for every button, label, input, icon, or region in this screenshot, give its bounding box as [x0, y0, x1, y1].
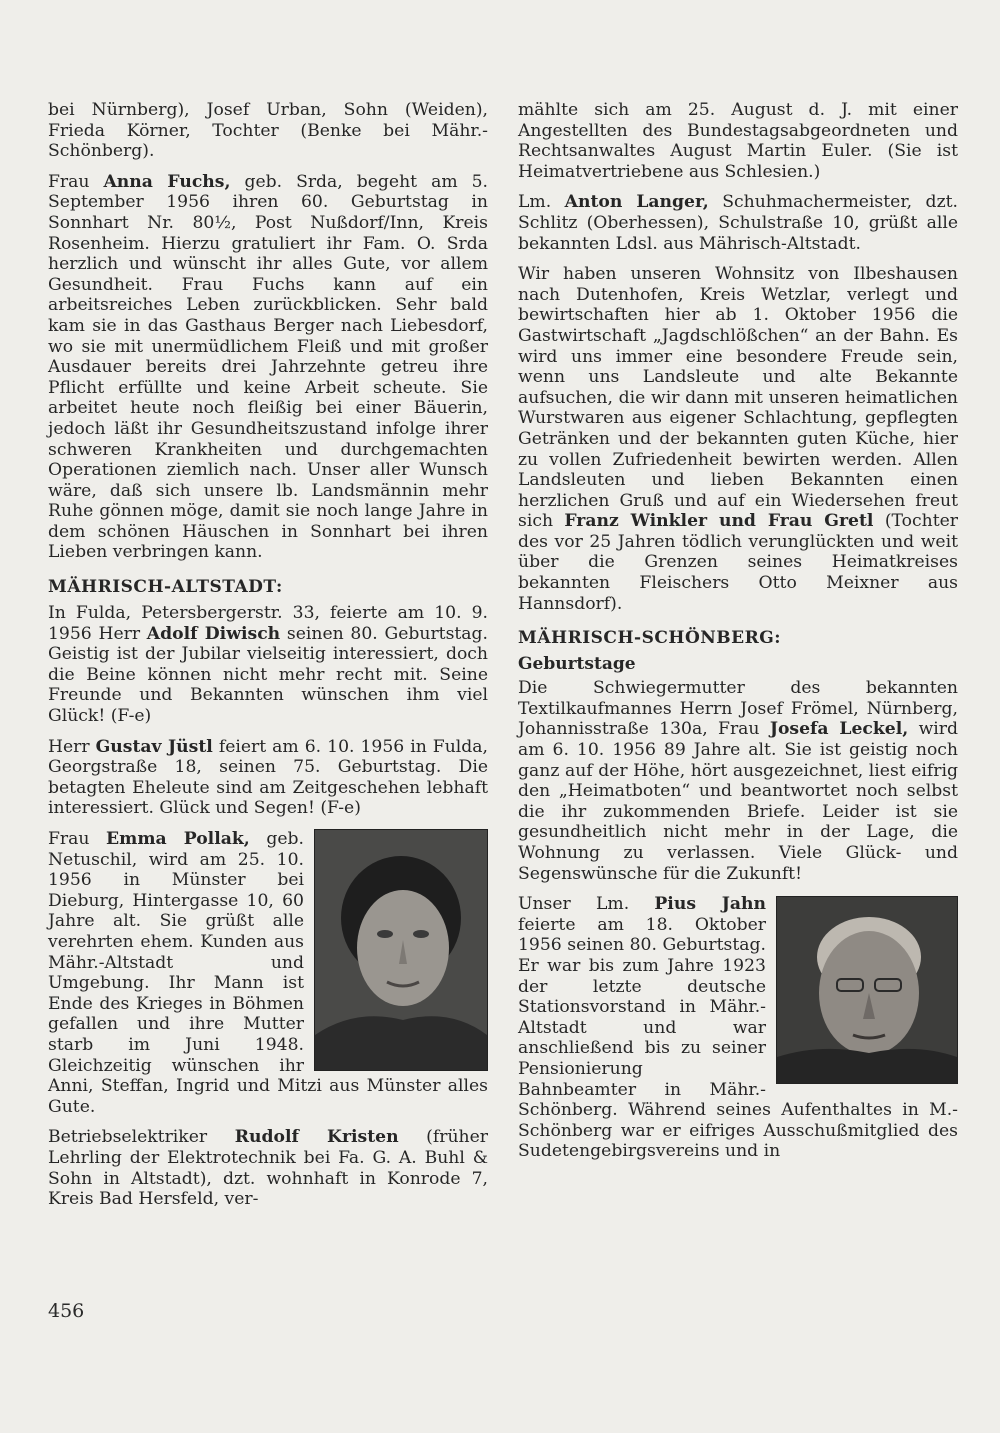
paragraph-text: bei Nürnberg), Josef Urban, Sohn (Weiden), Frieda Körner, Tochter (Benke bei Mähr.-Schönberg).: [48, 100, 488, 162]
person-name: Rudolf Kristen: [234, 1127, 399, 1148]
paragraph-rudolf-kristen: [48, 1127, 488, 1209]
paragraph-pius-jahn: [518, 894, 958, 1162]
paragraph-marriage: [518, 100, 958, 182]
paragraph-josefa-leckel: [518, 678, 958, 884]
paragraph-adolf-diwisch: [48, 603, 488, 727]
paragraph-text: Herr: [48, 736, 96, 757]
paragraph-text: Unser Lm.: [518, 894, 655, 915]
paragraph-text: feiert am 6. 10. 1956 in Fulda, Georgstraße 18, seinen 75. Geburtstag. Die betagten Eheleute sind am Zeitgeschehen lebhaft interessiert. Glück und Segen! (F-e): [48, 736, 489, 819]
left-column: [48, 100, 488, 1220]
paragraph-text: Lm.: [518, 192, 565, 213]
paragraph-text: Betriebselektriker: [48, 1127, 235, 1148]
person-name: Anna Fuchs,: [103, 171, 231, 192]
paragraph-urban: [48, 100, 488, 162]
person-name: Franz Winkler und Frau Gretl: [564, 511, 874, 532]
portrait-photo-pius-jahn: [776, 896, 958, 1084]
paragraph-anton-langer: [518, 192, 958, 254]
paragraph-gustav-juestl: [48, 737, 488, 819]
person-name: Emma Pollak,: [106, 829, 250, 849]
paragraph-emma-pollak: [48, 829, 488, 1117]
paragraph-text: seinen 80. Geburtstag. Geistig ist der Jubilar vielseitig interessiert, doch die Beine können nicht mehr recht mit. Seine Freunde und Bekannten wünschen ihm viel Glück! (F-e): [48, 623, 489, 727]
paragraph-text: feierte am 18. Oktober 1956 seinen 80. Geburtstag. Er war bis zum Jahre 1923 der letzte deutsche Stationsvorstand in Mähr.-Altstadt und war anschließend bis zu seiner Pensionierung Bahnbeamter in Mähr.-Schönberg. Während seines Aufenthaltes in M.-Schönberg war er eifriges Ausschußmitglied des Sudetengebirgsvereins und in: [518, 914, 958, 1162]
portrait-man-image: [777, 897, 957, 1083]
person-name: Josefa Leckel,: [769, 719, 909, 740]
paragraph-text: Frau: [48, 829, 107, 849]
paragraph-text: mählte sich am 25. August d. J. mit einer Angestellten des Bundestagsabgeordneten und Rechtsanwaltes August Martin Euler. (Sie ist Heimatvertriebene aus Schlesien.): [518, 100, 958, 182]
portrait-photo-emma-pollak: [314, 829, 488, 1071]
page-number: 456: [48, 1300, 85, 1322]
portrait-woman-image: [315, 830, 487, 1070]
person-name: Pius Jahn: [654, 894, 766, 915]
subheading-geburtstage: Geburtstage: [518, 654, 636, 675]
paragraph-text: Die Schwiegermutter des bekannten Textilkaufmannes Herrn Josef Frömel, Nürnberg, Johannisstraße 130a, Frau: [518, 678, 958, 740]
paragraph-gastwirtschaft: [518, 264, 958, 614]
paragraph-text: (Tochter des vor 25 Jahren tödlich verunglückten und weit über die Grenzen seines Heimatkreises bekannten Fleischers Otto Meixner aus Hannsdorf).: [518, 511, 958, 614]
paragraph-text: Schuhmachermeister, dzt. Schlitz (Oberhessen), Schulstraße 10, grüßt alle bekannten Ldsl. aus Mährisch-Altstadt.: [518, 192, 958, 254]
section-heading-maehrisch-altstadt: MÄHRISCH-ALTSTADT:: [48, 577, 283, 598]
section-heading-maehrisch-schoenberg: MÄHRISCH-SCHÖNBERG:: [518, 628, 782, 649]
paragraph-text: geb. Srda, begeht am 5. September 1956 ihren 60. Geburtstag in Sonnhart Nr. 80½, Post Nußdorf/Inn, Kreis Rosenheim. Hierzu gratuliert ihr Fam. O. Srda herzlich und wünscht ihr alles Gute, vor allem Gesundheit. Frau Fuchs kann auf ein arbeitsreiches Leben zurückblicken. Sehr bald kam sie in das Gasthaus Berger nach Liebesdorf, wo sie mit unermüdlichem Fleiß und mit großer Ausdauer bereits drei Jahrzehnte getreu ihre Pflicht erfüllte und keine Arbeit scheute. Sie arbeitet heute noch fleißig bei einer Bäuerin, jedoch läßt ihr Gesundheitszustand infolge ihrer schweren Krankheiten und durchgemachten Operationen ziemlich nach. Unser aller Wunsch wäre, daß sich unsere lb. Landsmännin mehr Ruhe gönnen möge, damit sie noch lange Jahre in dem schönen Häuschen in Sonnhart bei ihren Lieben verbringen kann.: [48, 171, 489, 563]
paragraph-text: (früher Lehrling der Elektrotechnik bei Fa. G. A. Buhl & Sohn in Altstadt), dzt. wohnhaft in Konrode 7, Kreis Bad Hersfeld, ver-: [48, 1127, 488, 1210]
person-name: Adolf Diwisch: [146, 623, 281, 644]
paragraph-text: In Fulda, Petersbergerstr. 33, feierte am 10. 9. 1956 Herr: [48, 603, 488, 644]
person-name: Anton Langer,: [564, 192, 709, 213]
paragraph-text: geb. Netuschil, wird am 25. 10. 1956 in Münster bei Dieburg, Hintergasse 10, 60 Jahre alt. Sie grüßt alle verehrten ehem. Kunden aus Mähr.-Altstadt und Umgebung. Ihr Mann ist Ende des Krieges in Böhmen gefallen und ihre Mutter starb im Juni 1948. Gleichzeitig wünschen ihr Anni, Steffan, Ingrid und Mitzi aus Münster alles Gute.: [48, 829, 488, 1117]
right-column: [518, 100, 958, 1172]
person-name: Gustav Jüstl: [95, 736, 213, 757]
paragraph-text: Frau: [48, 171, 104, 192]
paragraph-anna-fuchs: [48, 172, 488, 563]
paragraph-text: wird am 6. 10. 1956 89 Jahre alt. Sie ist geistig noch ganz auf der Höhe, hört ausgezeichnet, liest eifrig den „Heimatboten“ und beantwortet noch selbst die ihr zukommenden Briefe. Leider ist sie gesundheitlich nicht mehr in der Lage, die Wohnung zu verlassen. Viele Glück- und Segenswünsche für die Zukunft!: [518, 719, 959, 884]
paragraph-text: Wir haben unseren Wohnsitz von Ilbeshausen nach Dutenhofen, Kreis Wetzlar, verlegt und bewirtschaften hier ab 1. Oktober 1956 die Gastwirtschaft „Jagdschlößchen“ an der Bahn. Es wird uns immer eine besondere Freude sein, wenn uns Landsleute und alte Bekannte aufsuchen, die wir dann mit unseren heimatlichen Wurstwaren aus eigener Schlachtung, gepflegten Getränken und der bekannten guten Küche, hier zu vollen Zufriedenheit bewirten werden. Allen Landsleuten und lieben Bekannten einen herzlichen Gruß und auf ein Wiedersehen freut sich: [518, 264, 958, 532]
